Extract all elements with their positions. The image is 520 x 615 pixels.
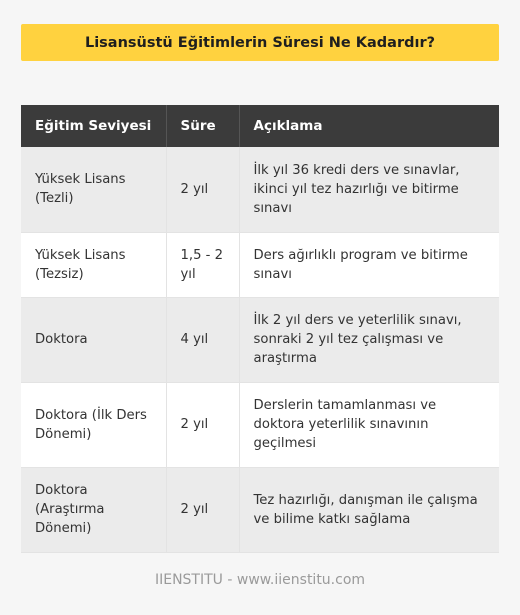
cell-duration: 4 yıl bbox=[166, 297, 239, 382]
header-duration: Süre bbox=[166, 105, 239, 147]
page-title: Lisansüstü Eğitimlerin Süresi Ne Kadardır? bbox=[84, 34, 436, 51]
duration-table bbox=[21, 105, 499, 553]
cell-duration: 2 yıl bbox=[166, 382, 239, 467]
title-banner bbox=[21, 24, 499, 61]
cell-duration: 1,5 - 2 yıl bbox=[166, 232, 239, 297]
cell-level: Doktora bbox=[21, 297, 166, 382]
cell-level: Doktora (İlk Ders Dönemi) bbox=[21, 382, 166, 467]
header-description: Açıklama bbox=[239, 105, 499, 147]
cell-level: Yüksek Lisans (Tezli) bbox=[21, 147, 166, 232]
table-row bbox=[21, 297, 499, 382]
cell-duration: 2 yıl bbox=[166, 147, 239, 232]
cell-description: İlk yıl 36 kredi ders ve sınavlar, ikinci yıl tez hazırlığı ve bitirme sınavı bbox=[239, 147, 499, 232]
header-level: Eğitim Seviyesi bbox=[21, 105, 166, 147]
table-header-row bbox=[21, 105, 499, 147]
cell-description: Derslerin tamamlanması ve doktora yeterlilik sınavının geçilmesi bbox=[239, 382, 499, 467]
cell-level: Doktora (Araştırma Dönemi) bbox=[21, 467, 166, 552]
table-row bbox=[21, 382, 499, 467]
footer-credit: IIENSTITU - www.iienstitu.com bbox=[154, 572, 366, 588]
cell-description: Ders ağırlıklı program ve bitirme sınavı bbox=[239, 232, 499, 297]
cell-description: İlk 2 yıl ders ve yeterlilik sınavı, sonraki 2 yıl tez çalışması ve araştırma bbox=[239, 297, 499, 382]
table-row bbox=[21, 147, 499, 232]
table-row bbox=[21, 232, 499, 297]
table-row bbox=[21, 467, 499, 552]
cell-duration: 2 yıl bbox=[166, 467, 239, 552]
cell-level: Yüksek Lisans (Tezsiz) bbox=[21, 232, 166, 297]
cell-description: Tez hazırlığı, danışman ile çalışma ve bilime katkı sağlama bbox=[239, 467, 499, 552]
